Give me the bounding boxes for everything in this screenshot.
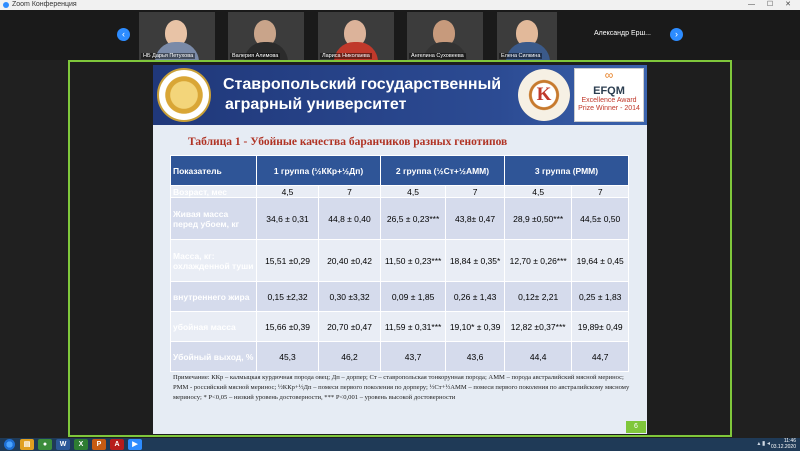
file-explorer-icon[interactable]: ▤ <box>20 439 34 450</box>
participant-name: Валерия Алимова <box>232 53 279 59</box>
participant-gallery <box>0 10 800 60</box>
table-row: Убойный выход, % 45,3 46,2 43,7 43,6 44,4 44,7 <box>171 342 629 372</box>
participant-tile[interactable] <box>228 12 304 60</box>
start-button-icon[interactable] <box>4 439 15 450</box>
table-title: Таблица 1 - Убойные качества баранчиков разных генотипов <box>188 136 508 148</box>
table-row: Масса, кг: охлажденной туши 15,51 ±0,29 20,40 ±0,42 11,50 ± 0,23*** 18,84 ± 0,35* 12,70 ± 0,26*** 19,64 ± 0,45 <box>171 240 629 282</box>
participant-name: Елена Силкина <box>501 53 541 59</box>
slaughter-data-table <box>170 155 629 372</box>
excel-icon[interactable]: X <box>74 439 88 450</box>
university-emblem-icon <box>157 68 211 122</box>
participant-tile[interactable] <box>407 12 483 60</box>
slide-page-number: 6 <box>626 421 646 433</box>
header-group-3: 3 группа (РММ) <box>505 156 629 186</box>
participant-tile[interactable] <box>497 12 557 60</box>
powerpoint-icon[interactable]: P <box>92 439 106 450</box>
gallery-next-button[interactable]: › <box>670 28 683 41</box>
participant-name: Ангелина Суховеева <box>411 53 464 59</box>
zoom-taskbar-icon[interactable]: ▶ <box>128 439 142 450</box>
window-controls[interactable]: — ☐ ✕ <box>747 1 796 8</box>
participant-name: Лариса Николаева <box>322 53 370 59</box>
efqm-mark-icon: ∞ <box>604 68 614 82</box>
table-row: Живая масса перед убоем, кг 34,6 ± 0,31 44,8 ± 0,40 26,5 ± 0,23*** 43,8± 0,47 28,9 ±0,50*** 44,5± 0,50 <box>171 198 629 240</box>
participant-tile[interactable] <box>139 12 215 60</box>
chrome-icon[interactable]: ● <box>38 439 52 450</box>
participant-name: НБ Дарья Петухова <box>143 53 194 59</box>
screen-share-frame <box>68 60 732 437</box>
table-row: внутреннего жира 0,15 ±2,32 0,30 ±3,32 0,09 ± 1,85 0,26 ± 1,43 0,12± 2,21 0,25 ± 1,83 <box>171 282 629 312</box>
university-name: Ставропольский государственный аграрный университет <box>223 76 502 113</box>
windows-taskbar <box>0 438 800 451</box>
presentation-slide <box>153 65 647 434</box>
table-row: убойная масса 15,66 ±0,39 20,70 ±0,47 11,59 ± 0,31*** 19,10* ± 0,39 12,82 ±0,37*** 19,89± 0,49 <box>171 312 629 342</box>
participant-tile[interactable] <box>318 12 394 60</box>
quality-seal-icon: K <box>518 69 570 121</box>
header-indicator: Показатель <box>171 156 257 186</box>
table-row: Возраст, мес 4,5 7 4,5 7 4,5 7 <box>171 186 629 198</box>
table-footnote: Примечание: ККр – калмыцкая курдючная порода овец; Дп – дорпер; Ст – ставропольская тонкорунная порода; АММ – порода австралийский мясной меринос; РММ - российский мясной меринос; ½ККр+½Дп – помеси первого поколения по дорперу; ½Ст+½АММ – помеси первого поколения по австралийскому мясному мериносу; * P<0,05 – низкий уровень достоверности, *** P<0,001 – уровень высокой достоверности <box>173 374 630 401</box>
participant-name-tile[interactable]: Александр Ерш... <box>594 30 651 37</box>
slide-header <box>153 65 647 125</box>
window-title: Zoom Конференция <box>12 1 77 8</box>
header-group-1: 1 группа (½ККр+½Дп) <box>257 156 381 186</box>
zoom-title-bar <box>0 0 800 10</box>
header-group-2: 2 группа (½Ст+½АММ) <box>381 156 505 186</box>
zoom-app-icon <box>3 2 9 8</box>
gallery-prev-button[interactable]: ‹ <box>117 28 130 41</box>
pdf-reader-icon[interactable]: A <box>110 439 124 450</box>
taskbar-clock[interactable]: 11:46 03.12.2020 <box>770 438 796 450</box>
shared-screen-area <box>0 60 800 438</box>
efqm-award-logo: ∞ EFQM Excellence Award Prize Winner - 2014 <box>574 68 644 122</box>
system-tray[interactable]: ▴ ▮ ◂ <box>757 441 770 447</box>
word-icon[interactable]: W <box>56 439 70 450</box>
